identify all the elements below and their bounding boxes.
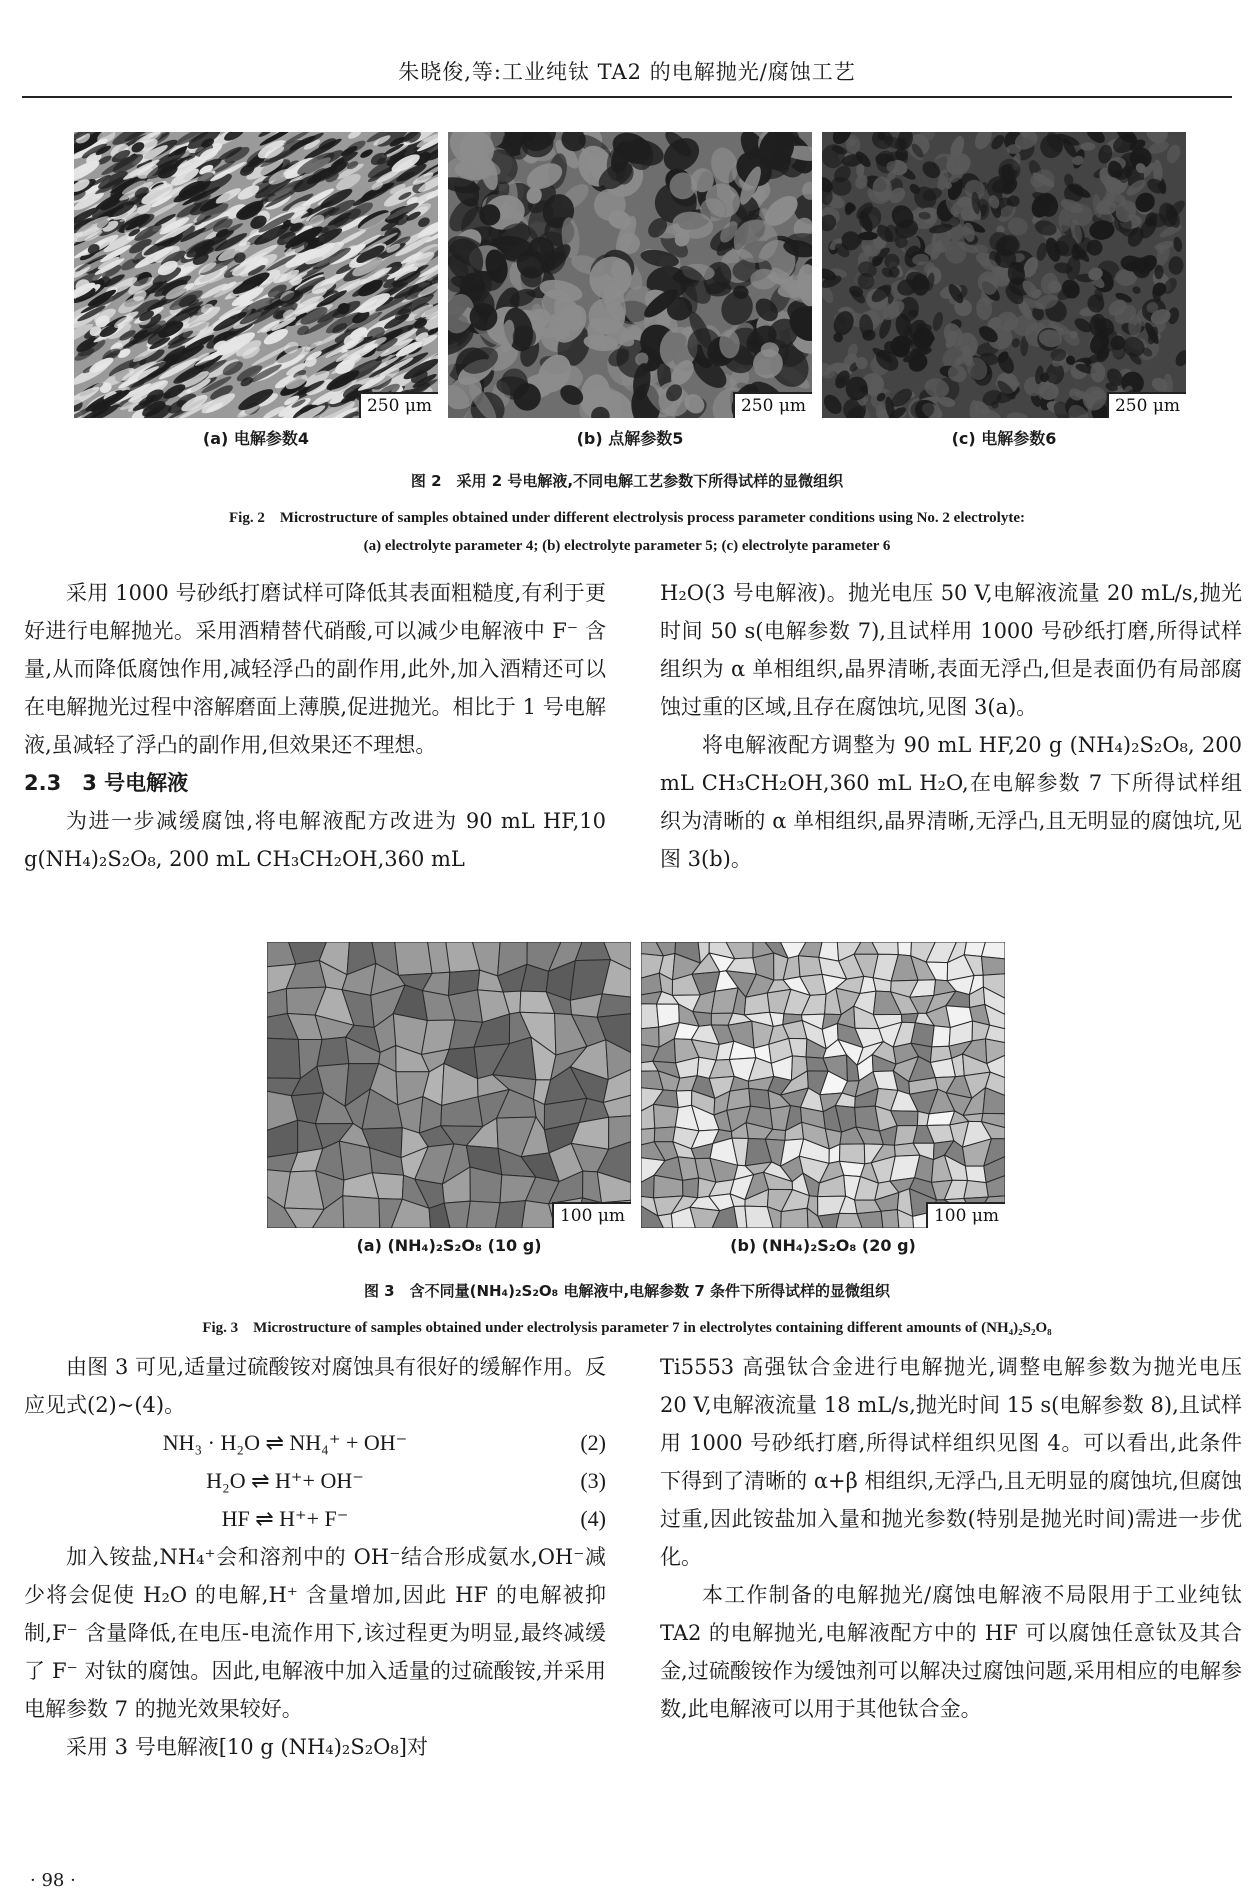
fig2a-label: (a) 电解参数4: [202, 429, 310, 448]
equation-4-number: (4): [580, 1506, 606, 1531]
fig2a-scale-bar: 250 μm: [359, 392, 438, 418]
equation-3: [24, 1462, 606, 1500]
paragraph: 由图 3 可见,适量过硫酸铵对腐蚀具有很好的缓解作用。反应见式(2)~(4)。: [24, 1355, 606, 1417]
left-column-lower: [24, 1348, 606, 1766]
equation-3-body: H₂O ⇌ H⁺+ OH⁻: [206, 1468, 364, 1493]
fig2-caption-cn: 图 2 采用 2 号电解液,不同电解工艺参数下所得试样的显微组织: [410, 472, 844, 490]
right-column-lower: [660, 1348, 1242, 1728]
equation-2-number: (2): [580, 1430, 606, 1455]
equation-4-body: HF ⇌ H⁺+ F⁻: [221, 1506, 349, 1531]
paragraph: Ti5553 高强钛合金进行电解抛光,调整电解参数为抛光电压 20 V,电解液流量 18 mL/s,抛光时间 15 s(电解参数 8),且试样用 1000 号砂纸打磨,所得试样组织见图 4。可以看出,此条件下得到了清晰的 α+β 相组织,无浮凸,且无明显的腐蚀坑,但腐蚀过重,因此铵盐加入量和抛光参数(特别是抛光时间)需进一步优化。: [660, 1355, 1242, 1569]
fig2-caption-en-line1: Fig. 2 Microstructure of samples obtained under different electrolysis process parameter conditions using No. 2 electrolyte:: [228, 510, 1026, 526]
equation-3-number: (3): [580, 1468, 606, 1493]
fig3a-micrograph: [267, 942, 631, 1228]
fig2a-micrograph: [74, 132, 438, 418]
page-number: · 98 ·: [30, 1870, 76, 1891]
equation-2-body: NH₃ · H₂O ⇌ NH₄⁺ + OH⁻: [162, 1430, 408, 1455]
fig3a-scale-bar: 100 μm: [552, 1202, 631, 1228]
fig2-caption-en-line2: (a) electrolyte parameter 4; (b) electrolyte parameter 5; (c) electrolyte parameter 6: [363, 538, 891, 554]
running-header: 朱晓俊,等:工业纯钛 TA2 的电解抛光/腐蚀工艺: [398, 60, 856, 84]
left-column-upper: [24, 574, 606, 878]
equation-2: [24, 1424, 606, 1462]
paragraph: H₂O(3 号电解液)。抛光电压 50 V,电解液流量 20 mL/s,抛光时间 50 s(电解参数 7),且试样用 1000 号砂纸打磨,所得试样组织为 α 单相组织,晶界清晰,表面无浮凸,但是表面仍有局部腐蚀过重的区域,且存在腐蚀坑,见图 3(a)。: [660, 581, 1242, 719]
fig3a-label: (a) (NH₄)₂S₂O₈ (10 g): [356, 1236, 542, 1255]
fig2b-label: (b) 点解参数5: [576, 429, 684, 448]
fig2c-scale-bar: 250 μm: [1107, 392, 1186, 418]
equation-4: [24, 1500, 606, 1538]
paragraph: 本工作制备的电解抛光/腐蚀电解液不局限用于工业纯钛 TA2 的电解抛光,电解液配方中的 HF 可以腐蚀任意钛及其合金,过硫酸铵作为缓蚀剂可以解决过腐蚀问题,采用相应的电解参数,此电解液可以用于其他钛合金。: [660, 1583, 1242, 1721]
fig2b-micrograph: [448, 132, 812, 418]
fig3b-texture: [641, 942, 1005, 1228]
fig3b-label: (b) (NH₄)₂S₂O₈ (20 g): [730, 1236, 916, 1255]
fig3b-scale-bar: 100 μm: [926, 1202, 1005, 1228]
fig3-caption-en: Fig. 3 Microstructure of samples obtained under electrolysis parameter 7 in electrolytes containing different amounts of (NH₄)₂S₂O₈: [202, 1320, 1052, 1336]
fig2a-texture: [74, 132, 438, 418]
fig2b-texture: [448, 132, 812, 418]
fig2c-label: (c) 电解参数6: [951, 429, 1057, 448]
fig2c-texture: [822, 132, 1186, 418]
paragraph: 采用 3 号电解液[10 g (NH₄)₂S₂O₈]对: [66, 1735, 428, 1759]
fig2c-micrograph: [822, 132, 1186, 418]
section-heading: 2.3 3 号电解液: [24, 771, 189, 795]
right-column-upper: [660, 574, 1242, 878]
paragraph: 采用 1000 号砂纸打磨试样可降低其表面粗糙度,有利于更好进行电解抛光。采用酒精替代硝酸,可以减少电解液中 F⁻ 含量,从而降低腐蚀作用,减轻浮凸的副作用,此外,加入酒精还可以在电解抛光过程中溶解磨面上薄膜,促进抛光。相比于 1 号电解液,虽减轻了浮凸的副作用,但效果还不理想。: [24, 581, 606, 757]
fig3a-texture: [267, 942, 631, 1228]
paragraph: 为进一步减缓腐蚀,将电解液配方改进为 90 mL HF,10 g(NH₄)₂S₂O₈, 200 mL CH₃CH₂OH,360 mL: [24, 809, 606, 871]
paragraph: 加入铵盐,NH₄⁺会和溶剂中的 OH⁻结合形成氨水,OH⁻减少将会促使 H₂O 的电解,H⁺ 含量增加,因此 HF 的电解被抑制,F⁻ 含量降低,在电压-电流作用下,该过程更为明显,最终减缓了 F⁻ 对钛的腐蚀。因此,电解液中加入适量的过硫酸铵,并采用电解参数 7 的抛光效果较好。: [24, 1545, 606, 1721]
fig2b-scale-bar: 250 μm: [733, 392, 812, 418]
paragraph: 将电解液配方调整为 90 mL HF,20 g (NH₄)₂S₂O₈, 200 mL CH₃CH₂OH,360 mL H₂O,在电解参数 7 下所得试样组织为清晰的 α 单相组织,晶界清晰,无浮凸,且无明显的腐蚀坑,见图 3(b)。: [660, 733, 1242, 871]
header-rule: [22, 96, 1232, 98]
fig3b-micrograph: [641, 942, 1005, 1228]
fig3-caption-cn: 图 3 含不同量(NH₄)₂S₂O₈ 电解液中,电解参数 7 条件下所得试样的显微组织: [363, 1282, 891, 1300]
